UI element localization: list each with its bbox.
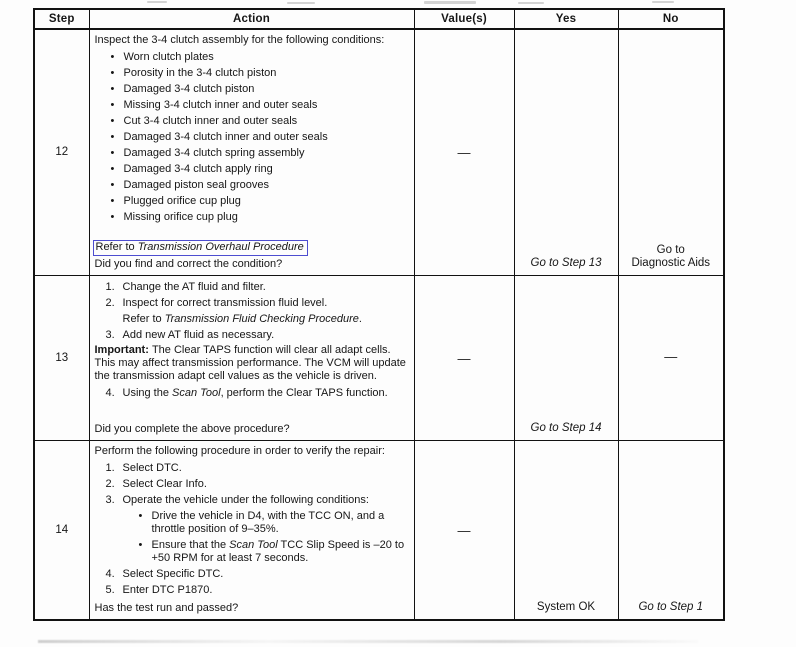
text-segment: Important:	[94, 344, 152, 356]
text-segment: Inspect for correct transmission fluid level.	[122, 296, 328, 309]
condition-bullet-item	[95, 163, 408, 176]
step-ordinal: 5.	[105, 583, 115, 596]
text-segment: Damaged 3-4 clutch spring assembly	[123, 146, 305, 159]
value-dash: —	[457, 522, 471, 538]
text-segment: Inspect the 3-4 clutch assembly for the following conditions:	[94, 34, 385, 46]
numbered-step-item	[95, 584, 408, 597]
scan-artifact	[147, 1, 167, 3]
numbered-step-text	[123, 297, 408, 310]
bullet-text	[124, 179, 408, 192]
condition-bullet-item	[95, 115, 408, 128]
numbered-step-item	[95, 297, 408, 310]
text-segment: Enter DTC P1870.	[122, 583, 213, 596]
condition-bullet-item	[95, 67, 408, 80]
step-ordinal: 1.	[105, 280, 115, 293]
step-ordinal: 3.	[105, 493, 115, 506]
text-segment: Missing orifice cup plug	[123, 210, 238, 223]
condition-bullet-item	[95, 147, 408, 160]
text-segment: Select Specific DTC.	[122, 567, 224, 580]
text-segment: Operate the vehicle under the following conditions:	[122, 493, 369, 506]
bullet-text	[124, 163, 408, 176]
yes-cell	[514, 276, 618, 441]
numbered-step-text	[123, 387, 408, 400]
action-cell	[89, 29, 414, 276]
text-segment: Select DTC.	[122, 461, 182, 474]
numbered-step-text	[123, 584, 408, 597]
table-body	[34, 29, 724, 620]
step-cell	[34, 441, 89, 621]
condition-bullet-item	[95, 83, 408, 96]
text-segment: Add new AT fluid as necessary.	[122, 328, 275, 341]
outcome-line: —	[664, 349, 678, 364]
condition-bullet-item	[95, 99, 408, 112]
action-paragraph	[95, 34, 408, 47]
table-row	[34, 29, 724, 276]
scan-artifact	[424, 1, 476, 4]
step-cell	[34, 29, 89, 276]
action-content	[95, 279, 408, 436]
bullet-text	[124, 83, 408, 96]
bullet-icon: •	[110, 146, 115, 159]
text-segment: Transmission Fluid Checking Procedure	[164, 312, 359, 325]
column-header-yes: Yes	[514, 9, 618, 29]
text-segment: Did you complete the above procedure?	[94, 423, 290, 435]
condition-bullet-item	[95, 195, 408, 208]
column-header-step: Step	[34, 9, 89, 29]
action-content	[95, 33, 408, 271]
bullet-text	[152, 539, 408, 565]
action-paragraph	[95, 344, 408, 383]
action-content	[95, 444, 408, 615]
numbered-step-item	[95, 462, 408, 475]
text-segment: Damaged 3-4 clutch inner and outer seals	[123, 130, 328, 143]
numbered-step-text	[123, 281, 408, 294]
bullet-icon: •	[110, 114, 115, 127]
procedure-link[interactable]	[93, 240, 308, 256]
numbered-step-item	[95, 387, 408, 400]
text-segment: Refer to	[122, 312, 165, 325]
text-segment: Drive the vehicle in D4, with the TCC ON, and a throttle position of 9–35%.	[151, 509, 385, 535]
outcome-line: Go to Step 13	[530, 257, 602, 269]
column-header-no: No	[618, 9, 724, 29]
step-ordinal: 2.	[105, 296, 115, 309]
scan-artifact	[287, 2, 315, 4]
outcome-line: Go to Step 1	[638, 601, 704, 613]
numbered-step-text	[123, 494, 408, 507]
bullet-text	[124, 99, 408, 112]
text-segment: TCC Slip Speed is –20 to +50 RPM for at least 7 seconds.	[151, 538, 405, 564]
bullet-icon: •	[138, 538, 143, 551]
numbered-step-item	[95, 478, 408, 491]
question-line	[95, 256, 408, 271]
outcome-line: Diagnostic Aids	[631, 257, 711, 269]
header-row	[34, 9, 724, 29]
bullet-icon: •	[110, 98, 115, 111]
outcome-line: System OK	[536, 601, 596, 613]
numbered-step-item	[95, 281, 408, 294]
text-segment: Ensure that the	[151, 538, 230, 551]
step-ordinal: 4.	[105, 386, 115, 399]
bullet-icon: •	[110, 66, 115, 79]
bullet-text	[124, 115, 408, 128]
text-segment: , perform the Clear TAPS function.	[220, 386, 388, 399]
outcome-line: Go to Step 14	[530, 422, 602, 434]
value-cell	[414, 441, 514, 621]
bullet-icon: •	[110, 130, 115, 143]
step-number: 12	[55, 146, 69, 158]
value-dash: —	[457, 350, 471, 366]
condition-bullet-item	[95, 51, 408, 64]
condition-bullet-item	[95, 179, 408, 192]
numbered-step-text	[123, 478, 408, 491]
table-row	[34, 276, 724, 441]
refer-link-line	[95, 240, 408, 256]
bullet-icon: •	[110, 162, 115, 175]
action-cell	[89, 441, 414, 621]
table-row	[34, 441, 724, 621]
numbered-step-item	[95, 329, 408, 342]
condition-bullet-item	[95, 131, 408, 144]
text-segment: Worn clutch plates	[123, 50, 214, 63]
text-segment: Missing 3-4 clutch inner and outer seals	[123, 98, 318, 111]
question-line	[95, 600, 408, 615]
text-segment: The Clear TAPS function will clear all adapt cells. This may affect transmission performance. The VCM will update the transmission adapt cell values as the vehicle is driven.	[94, 344, 406, 382]
value-cell	[414, 29, 514, 276]
yes-cell	[514, 441, 618, 621]
text-segment: Change the AT fluid and filter.	[122, 280, 266, 293]
step-cell	[34, 276, 89, 441]
bullet-icon: •	[110, 210, 115, 223]
scan-artifact	[518, 2, 544, 4]
text-segment: .	[358, 312, 362, 325]
value-cell	[414, 276, 514, 441]
bullet-text	[124, 211, 408, 224]
step-ordinal: 3.	[105, 328, 115, 341]
text-segment: Scan Tool	[229, 538, 278, 551]
condition-bullet-item	[95, 211, 408, 224]
text-segment: Scan Tool	[172, 386, 221, 399]
text-segment: Has the test run and passed?	[94, 602, 239, 614]
condition-bullet-item	[95, 510, 408, 536]
text-segment: Damaged 3-4 clutch piston	[123, 82, 255, 95]
bullet-icon: •	[110, 82, 115, 95]
text-segment: Did you find and correct the condition?	[94, 258, 283, 270]
outcome-line: Go to	[656, 244, 685, 256]
bullet-text	[124, 131, 408, 144]
yes-cell	[514, 29, 618, 276]
bullet-text	[124, 195, 408, 208]
text-segment: Transmission Overhaul Procedure	[137, 241, 304, 253]
bullet-text	[124, 67, 408, 80]
bullet-icon: •	[138, 509, 143, 522]
value-dash: —	[457, 145, 471, 160]
step-number: 13	[55, 351, 69, 364]
bullet-text	[152, 510, 408, 536]
scan-artifact	[652, 1, 674, 3]
text-segment: Perform the following procedure in order to verify the repair:	[94, 445, 385, 457]
step-number: 14	[55, 523, 69, 536]
text-segment: Plugged orifice cup plug	[123, 194, 241, 207]
text-segment: Damaged 3-4 clutch apply ring	[123, 162, 273, 175]
bullet-text	[124, 51, 408, 64]
bullet-icon: •	[110, 178, 115, 191]
column-header-values: Value(s)	[414, 9, 514, 29]
text-segment: Using the	[122, 386, 173, 399]
numbered-step-text	[123, 568, 408, 581]
bullet-icon: •	[110, 194, 115, 207]
question-line	[95, 421, 408, 436]
diagnostic-table	[33, 8, 725, 621]
numbered-step-item	[95, 568, 408, 581]
text-segment: Refer to	[95, 241, 138, 253]
text-segment: Porosity in the 3-4 clutch piston	[123, 66, 277, 79]
bullet-icon: •	[110, 50, 115, 63]
condition-bullet-item	[95, 539, 408, 565]
text-segment: Select Clear Info.	[122, 477, 207, 490]
numbered-step-text	[123, 329, 408, 342]
numbered-step-text	[123, 462, 408, 475]
step-ordinal: 4.	[105, 567, 115, 580]
action-cell	[89, 276, 414, 441]
text-segment: Cut 3-4 clutch inner and outer seals	[123, 114, 298, 127]
no-cell	[618, 276, 724, 441]
refer-note	[95, 313, 408, 326]
numbered-step-item	[95, 494, 408, 507]
column-header-action: Action	[89, 9, 414, 29]
scan-artifact	[38, 640, 698, 643]
step-ordinal: 1.	[105, 461, 115, 474]
action-paragraph	[95, 445, 408, 458]
no-cell	[618, 441, 724, 621]
bullet-text	[124, 147, 408, 160]
text-segment: Damaged piston seal grooves	[123, 178, 270, 191]
step-ordinal: 2.	[105, 477, 115, 490]
no-cell	[618, 29, 724, 276]
